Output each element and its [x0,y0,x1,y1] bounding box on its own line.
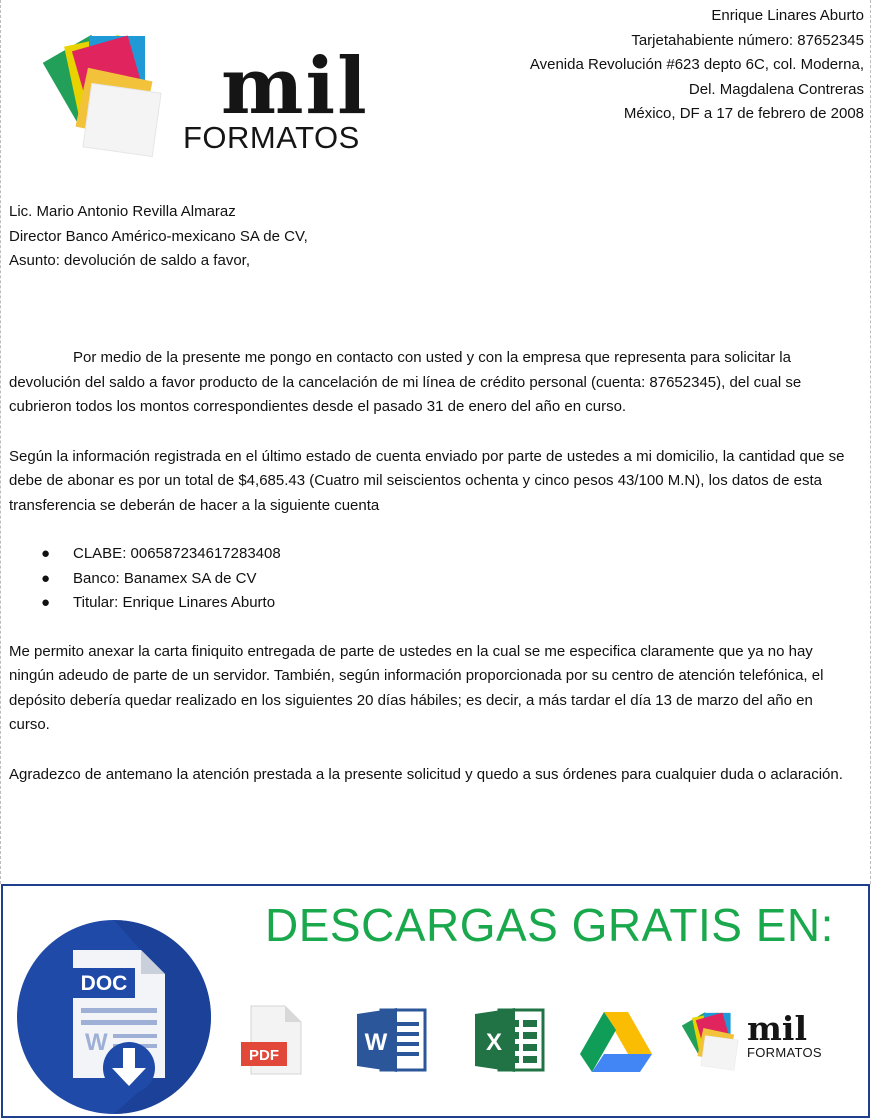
pdf-icon[interactable] [239,1004,307,1078]
account-bank: Banco: Banamex SA de CV [73,569,257,587]
recipient-title: Director Banco Américo-mexicano SA de CV, [9,227,308,245]
milformatos-mini-mark [681,1010,743,1072]
sender-date: México, DF a 17 de febrero de 2008 [623,105,864,122]
list-item [41,567,854,592]
milformatos-logo [41,30,371,160]
body-paragraph: Me permito anexar la carta finiquito entregada de parte de ustedes en la cual se me especifica claramente que ya no hay ningún adeudo de parte de un servidor. También, según información proporcionada por su centro de atención telefónica, el depósito debería quedar realizado en los siguientes 20 días hábiles; es decir, a más tardar el día 13 de marzo del año en curso. [9,642,824,733]
doc-label: DOC [80,972,128,995]
sender-name: Enrique Linares Aburto [711,7,864,24]
excel-icon[interactable] [473,1004,545,1076]
body-paragraph: Agradezco de antemano la atención prestada a la presente solicitud y quedo a sus órdenes para cualquier duda o aclaración. [9,765,843,783]
letter-body [9,346,854,812]
account-clabe: CLABE: 006587234617283408 [73,545,281,562]
sender-address: Avenida Revolución #623 depto 6C, col. Moderna, [529,56,864,73]
mini-logo-word: mil [747,1009,807,1048]
letter-subject: Asunto: devolución de saldo a favor, [9,252,250,269]
bullet-icon: ● [41,545,51,562]
milformatos-logo[interactable] [681,1010,841,1074]
sender-card-number: Tarjetahabiente número: 87652345 [631,31,864,49]
list-item [41,591,854,616]
account-details-list [9,542,854,616]
doc-download-icon[interactable] [15,918,213,1116]
body-paragraph: Según la información registrada en el último estado de cuenta enviado por parte de ustedes a mi domicilio, la cantidad que se debe de abonar es por un total de $4,685.43 (Cuatro mil seiscientos ochenta y cinco pesos 43/100 M.N), los datos de esta transferencia se deberán de hacer a la siguiente cuenta [9,447,845,514]
milformatos-logo-mark [41,30,171,160]
bullet-icon: ● [41,569,51,587]
word-icon[interactable] [355,1004,427,1076]
google-drive-icon[interactable] [579,1010,653,1074]
logo-word: mil [221,41,369,132]
bullet-icon: ● [41,594,51,611]
excel-letter: X [485,1029,503,1056]
recipient-block [9,200,308,274]
logo-subtitle: FORMATOS [183,120,360,155]
sender-block [530,4,864,127]
body-paragraph: Por medio de la presente me pongo en contacto con usted y con la empresa que representa para solicitar la devolución del saldo a favor producto de la cancelación de mi línea de crédito personal (cuenta: 87652345), del cual se cubrieron todos los montos correspondientes desde el pasado 31 de enero del año en curso. [9,349,802,415]
sender-delegation: Del. Magdalena Contreras [688,80,864,98]
recipient-name: Lic. Mario Antonio Revilla Almaraz [9,203,236,220]
download-banner[interactable] [1,884,870,1118]
banner-title: DESCARGAS GRATIS EN: [265,899,834,951]
list-item [41,542,854,567]
pdf-label: PDF [249,1047,279,1064]
doc-word-letter: W [85,1029,108,1056]
account-holder: Titular: Enrique Linares Aburto [73,594,276,611]
mini-logo-subtitle: FORMATOS [747,1045,822,1060]
word-letter: W [364,1029,388,1056]
